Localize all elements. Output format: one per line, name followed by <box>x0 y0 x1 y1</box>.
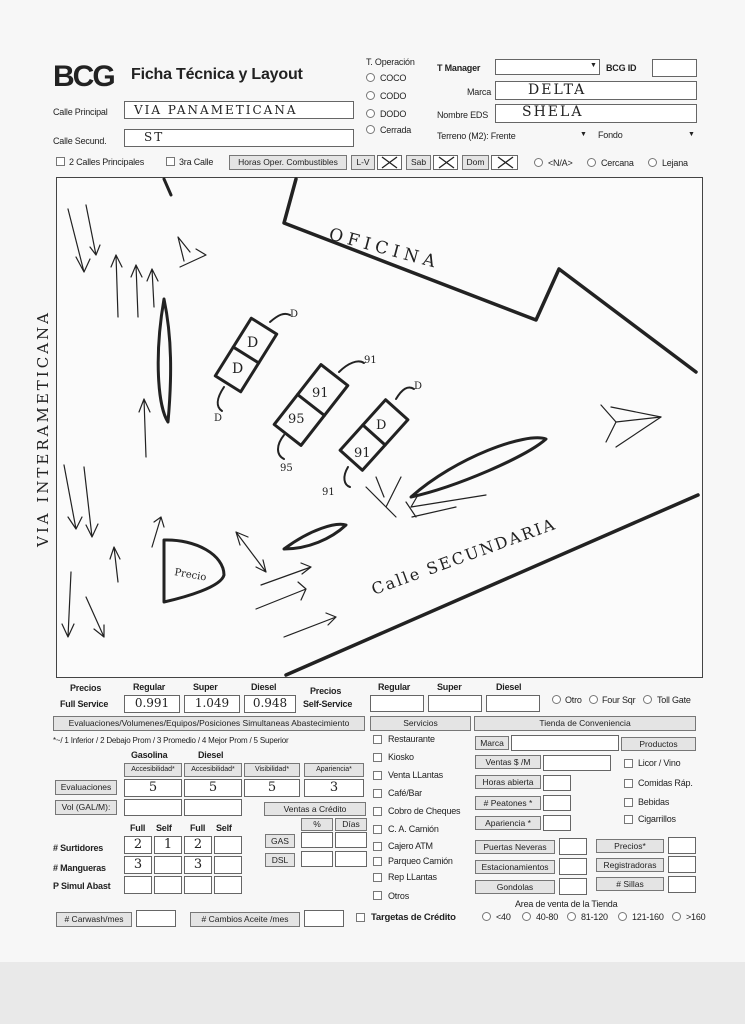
servicios-header[interactable]: Servicios <box>370 716 471 731</box>
eval-dsl-accesibilidad[interactable]: 5 <box>184 779 242 797</box>
surt-gas-full[interactable]: 2 <box>124 836 152 854</box>
area-lt40-label: <40 <box>496 912 511 922</box>
dias-header: Días <box>335 818 367 831</box>
radio-four-sqr[interactable] <box>589 695 598 704</box>
marca-label: Marca <box>467 87 492 97</box>
lv-button[interactable]: L-V <box>351 155 375 170</box>
radio-lejana-label: Lejana <box>662 158 688 168</box>
peatones-field[interactable] <box>543 795 571 811</box>
ventas-label: Ventas $ /M <box>475 755 541 769</box>
self-regular-header: Regular <box>378 682 411 692</box>
area-121-160-radio[interactable] <box>618 912 627 921</box>
mang-dsl-self[interactable] <box>214 856 242 874</box>
srv-atm-label: Cajero ATM <box>388 841 433 851</box>
radio-coco[interactable] <box>366 73 375 82</box>
self-diesel-header: Diesel <box>496 682 522 692</box>
precio-label: Precio <box>173 567 208 584</box>
surt-dsl-full[interactable]: 2 <box>184 836 212 854</box>
chevron-down-icon[interactable]: ▼ <box>580 131 587 138</box>
layout-sketch <box>34 177 703 678</box>
pump2-side-b: 91 <box>312 386 329 401</box>
calle-secundaria-label: Calle SECUNDARIA <box>368 514 559 599</box>
radio-toll-gate-label: Toll Gate <box>657 695 691 705</box>
self-gas-header: Self <box>156 823 172 833</box>
puertas-field[interactable] <box>559 838 587 855</box>
srv-rep-llantas-label: Rep LLantas <box>388 872 437 882</box>
radio-four-sqr-label: Four Sqr <box>602 695 636 705</box>
area-gt160-label: >160 <box>686 912 706 922</box>
radio-cerrada-label: Cerrada <box>380 125 412 135</box>
srv-parqueo-checkbox[interactable] <box>373 857 382 866</box>
srv-llantas-label: Venta LLantas <box>388 770 443 780</box>
eval-gas-accesibilidad[interactable]: 5 <box>124 779 182 797</box>
pump3-tag2: 91 <box>322 487 335 498</box>
calle-secund-value: ST <box>144 130 165 144</box>
page-title: Ficha Técnica y Layout <box>131 66 303 83</box>
horas-field[interactable] <box>543 775 571 791</box>
mang-gas-full[interactable]: 3 <box>124 856 152 874</box>
pump2-tag1: 91 <box>364 355 377 366</box>
nombre-eds-value: SHELA <box>522 104 584 120</box>
self-super-price[interactable] <box>428 695 482 712</box>
self-super-header: Super <box>437 682 462 692</box>
bcg-id-label: BCG ID <box>606 63 637 73</box>
ventas-field[interactable] <box>543 755 611 771</box>
puertas-label: Puertas Neveras <box>475 840 555 854</box>
evaluaciones-header-button[interactable]: Evaluaciones/Volumenes/Equipos/Posiciones Simultaneas Abastecimiento <box>53 716 365 731</box>
sillas-field[interactable] <box>668 876 696 893</box>
comidas-label: Comidas Ráp. <box>638 778 693 788</box>
estacionamientos-field[interactable] <box>559 858 587 875</box>
radio-otro-label: Otro <box>565 695 582 705</box>
srv-cafe-checkbox[interactable] <box>373 789 382 798</box>
bebidas-checkbox[interactable] <box>624 798 633 807</box>
nombre-eds-label: Nombre EDS <box>437 110 489 120</box>
super-header: Super <box>193 682 218 692</box>
radio-dodo[interactable] <box>366 109 375 118</box>
srv-camion-checkbox[interactable] <box>373 825 382 834</box>
bcg-logo: BCG <box>53 60 114 93</box>
simul-abast-label: P Simul Abast <box>53 881 111 891</box>
simul-dsl-full[interactable] <box>184 876 212 894</box>
carwash-field[interactable] <box>136 910 176 927</box>
marca-value: DELTA <box>528 82 587 98</box>
gondolas-label: Gondolas <box>475 880 555 894</box>
eval-visibilidad[interactable]: 5 <box>244 779 300 797</box>
scale-legend: *~/ 1 Inferior / 2 Debajo Prom / 3 Promedio / 4 Mejor Prom / 5 Superior <box>53 736 289 745</box>
tercera-calle-label: 3ra Calle <box>179 157 214 167</box>
bebidas-label: Bebidas <box>638 797 670 807</box>
registradoras-label: Registradoras <box>596 858 664 872</box>
visibilidad-header[interactable]: Visibilidad* <box>244 763 300 777</box>
radio-dodo-label: DODO <box>380 109 407 119</box>
srv-restaurante-checkbox[interactable] <box>373 735 382 744</box>
bcg-id-field[interactable] <box>652 59 697 77</box>
tienda-marca-label: Marca <box>475 736 509 750</box>
area-81-120-label: 81-120 <box>581 912 608 922</box>
cigarrillos-checkbox[interactable] <box>624 815 633 824</box>
calle-principal-value: VIA PANAMETICANA <box>134 103 298 117</box>
sab-button[interactable]: Sab <box>406 155 431 170</box>
regular-header: Regular <box>133 682 166 692</box>
handwritten-x-marks <box>377 155 518 170</box>
t-operacion-label: T. Operación <box>366 57 415 67</box>
productos-button[interactable]: Productos <box>621 737 696 751</box>
pump1-tag2: D <box>214 413 223 424</box>
pump1-tag1: D <box>290 309 299 320</box>
dom-button[interactable]: Dom <box>462 155 489 170</box>
radio-na[interactable] <box>534 158 543 167</box>
gas-credit-label: GAS <box>265 834 295 848</box>
srv-parqueo-label: Parqueo Camión <box>388 856 453 866</box>
horas-oper-button[interactable]: Horas Oper. Combustibles <box>229 155 347 170</box>
dsl-credit-pct[interactable] <box>301 851 333 867</box>
simul-gas-self[interactable] <box>154 876 182 894</box>
srv-cheques-label: Cobro de Cheques <box>388 806 461 816</box>
tarjetas-label: Targetas de Crédito <box>371 912 456 923</box>
diesel-eval-header: Diesel <box>198 750 224 760</box>
tercera-calle-checkbox[interactable] <box>166 157 175 166</box>
marca-field[interactable] <box>495 81 697 100</box>
surt-gas-self[interactable]: 1 <box>154 836 182 854</box>
radio-toll-gate[interactable] <box>643 695 652 704</box>
radio-coco-label: COCO <box>380 73 407 83</box>
simul-gas-full[interactable] <box>124 876 152 894</box>
surt-dsl-self[interactable] <box>214 836 242 854</box>
srv-restaurante-label: Restaurante <box>388 734 435 744</box>
two-calles-checkbox[interactable] <box>56 157 65 166</box>
pump3-side-a: 91 <box>354 446 371 461</box>
area-venta-label: Area de venta de la Tienda <box>515 899 618 909</box>
t-manager-label: T Manager <box>437 63 481 73</box>
radio-cerrada[interactable] <box>366 125 375 134</box>
pct-header: % <box>301 818 333 831</box>
self-diesel-price[interactable] <box>486 695 540 712</box>
pump2-side-a: 95 <box>288 412 305 427</box>
full-super-price[interactable]: 1.049 <box>184 695 240 713</box>
full-dsl-header: Full <box>190 823 206 833</box>
tarjetas-checkbox[interactable] <box>356 913 365 922</box>
mangueras-label: # Mangueras <box>53 863 106 873</box>
area-81-120-radio[interactable] <box>567 912 576 921</box>
pump3-side-b: D <box>376 418 387 433</box>
diesel-header: Diesel <box>251 682 277 692</box>
precios-tienda-field[interactable] <box>668 837 696 854</box>
mang-gas-self[interactable] <box>154 856 182 874</box>
vol-dsl-field[interactable] <box>184 799 242 816</box>
simul-dsl-self[interactable] <box>214 876 242 894</box>
eval-apariencia[interactable]: 3 <box>304 779 364 797</box>
area-lt40-radio[interactable] <box>482 912 491 921</box>
pump1-side-a: D <box>232 361 244 377</box>
gas-credit-dias[interactable] <box>335 832 367 848</box>
aceite-field[interactable] <box>304 910 344 927</box>
srv-rep-llantas-checkbox[interactable] <box>373 873 382 882</box>
srv-cheques-checkbox[interactable] <box>373 807 382 816</box>
gas-accesibilidad-header[interactable]: Accesibilidad* <box>124 763 182 777</box>
tienda-header[interactable]: Tienda de Conveniencia <box>474 716 696 731</box>
srv-camion-label: C. A. Camión <box>388 824 439 834</box>
licor-label: Licor / Vino <box>638 758 681 768</box>
srv-atm-checkbox[interactable] <box>373 842 382 851</box>
full-regular-price[interactable]: 0.991 <box>124 695 180 713</box>
gas-credit-pct[interactable] <box>301 832 333 848</box>
radio-codo-label: CODO <box>380 91 407 101</box>
mang-dsl-full[interactable]: 3 <box>184 856 212 874</box>
pump3-tag1: D <box>414 381 423 392</box>
self-regular-price[interactable] <box>370 695 424 712</box>
aceite-label: # Cambios Aceite /mes <box>190 912 300 927</box>
chevron-down-icon[interactable]: ▼ <box>688 131 695 138</box>
vol-row-label: Vol (GAL/M): <box>55 800 117 815</box>
carwash-label: # Carwash/mes <box>56 912 132 927</box>
dsl-accesibilidad-header[interactable]: Accesibilidad* <box>184 763 242 777</box>
precios-self-label: Precios <box>310 686 342 696</box>
apariencia-header[interactable]: Apariencia* <box>304 763 364 777</box>
comidas-checkbox[interactable] <box>624 779 633 788</box>
dsl-credit-label: DSL <box>265 853 295 867</box>
radio-na-label: <N/A> <box>548 158 573 168</box>
self-service-label: Self-Service <box>303 699 353 709</box>
tienda-apariencia-field[interactable] <box>543 815 571 831</box>
srv-kiosko-checkbox[interactable] <box>373 753 382 762</box>
chevron-down-icon: ▼ <box>590 62 597 69</box>
peatones-label: # Peatones * <box>475 796 541 810</box>
ventas-credito-button[interactable]: Ventas a Crédito <box>264 802 366 816</box>
horas-label: Horas abierta <box>475 775 541 789</box>
pump2-tag2: 95 <box>280 463 293 474</box>
estacionamientos-label: Estacionamientos <box>475 860 555 874</box>
radio-cercana[interactable] <box>587 158 596 167</box>
t-manager-select[interactable] <box>495 59 600 75</box>
via-label: VIA INTERAMETICANA <box>34 310 52 547</box>
calle-secund-label: Calle Secund. <box>53 136 107 146</box>
full-diesel-price[interactable]: 0.948 <box>244 695 296 713</box>
srv-llantas-checkbox[interactable] <box>373 771 382 780</box>
srv-cafe-label: Café/Bar <box>388 788 422 798</box>
area-121-160-label: 121-160 <box>632 912 664 922</box>
tienda-marca-field[interactable] <box>511 735 619 751</box>
area-40-80-radio[interactable] <box>522 912 531 921</box>
area-40-80-label: 40-80 <box>536 912 559 922</box>
sillas-label: # Sillas <box>596 877 664 891</box>
pump1-side-b: D <box>247 335 259 351</box>
calle-principal-label: Calle Principal <box>53 107 108 117</box>
full-service-label: Full Service <box>60 699 109 709</box>
licor-checkbox[interactable] <box>624 759 633 768</box>
radio-codo[interactable] <box>366 91 375 100</box>
area-gt160-radio[interactable] <box>672 912 681 921</box>
srv-otros-label: Otros <box>388 891 410 901</box>
radio-otro[interactable] <box>552 695 561 704</box>
surtidores-label: # Surtidores <box>53 843 104 853</box>
oficina-label: OFICINA <box>326 224 443 274</box>
evaluaciones-row-label: Evaluaciones <box>55 780 117 795</box>
two-calles-label: 2 Calles Principales <box>69 157 145 167</box>
radio-lejana[interactable] <box>648 158 657 167</box>
cigarrillos-label: Cigarrillos <box>638 814 676 824</box>
precios-label: Precios <box>70 683 102 693</box>
dsl-credit-dias[interactable] <box>335 851 367 867</box>
srv-kiosko-label: Kiosko <box>388 752 414 762</box>
precios-tienda-label: Precios* <box>596 839 664 853</box>
srv-otros-checkbox[interactable] <box>373 891 382 900</box>
terreno-label: Terreno (M2): Frente <box>437 131 516 141</box>
gasolina-header: Gasolina <box>131 750 168 760</box>
full-gas-header: Full <box>130 823 146 833</box>
fondo-label: Fondo <box>598 130 623 140</box>
registradoras-field[interactable] <box>668 856 696 873</box>
vol-gas-field[interactable] <box>124 799 182 816</box>
radio-cercana-label: Cercana <box>601 158 634 168</box>
self-dsl-header: Self <box>216 823 232 833</box>
gondolas-field[interactable] <box>559 878 587 895</box>
tienda-apariencia-label: Apariencia * <box>475 816 541 830</box>
